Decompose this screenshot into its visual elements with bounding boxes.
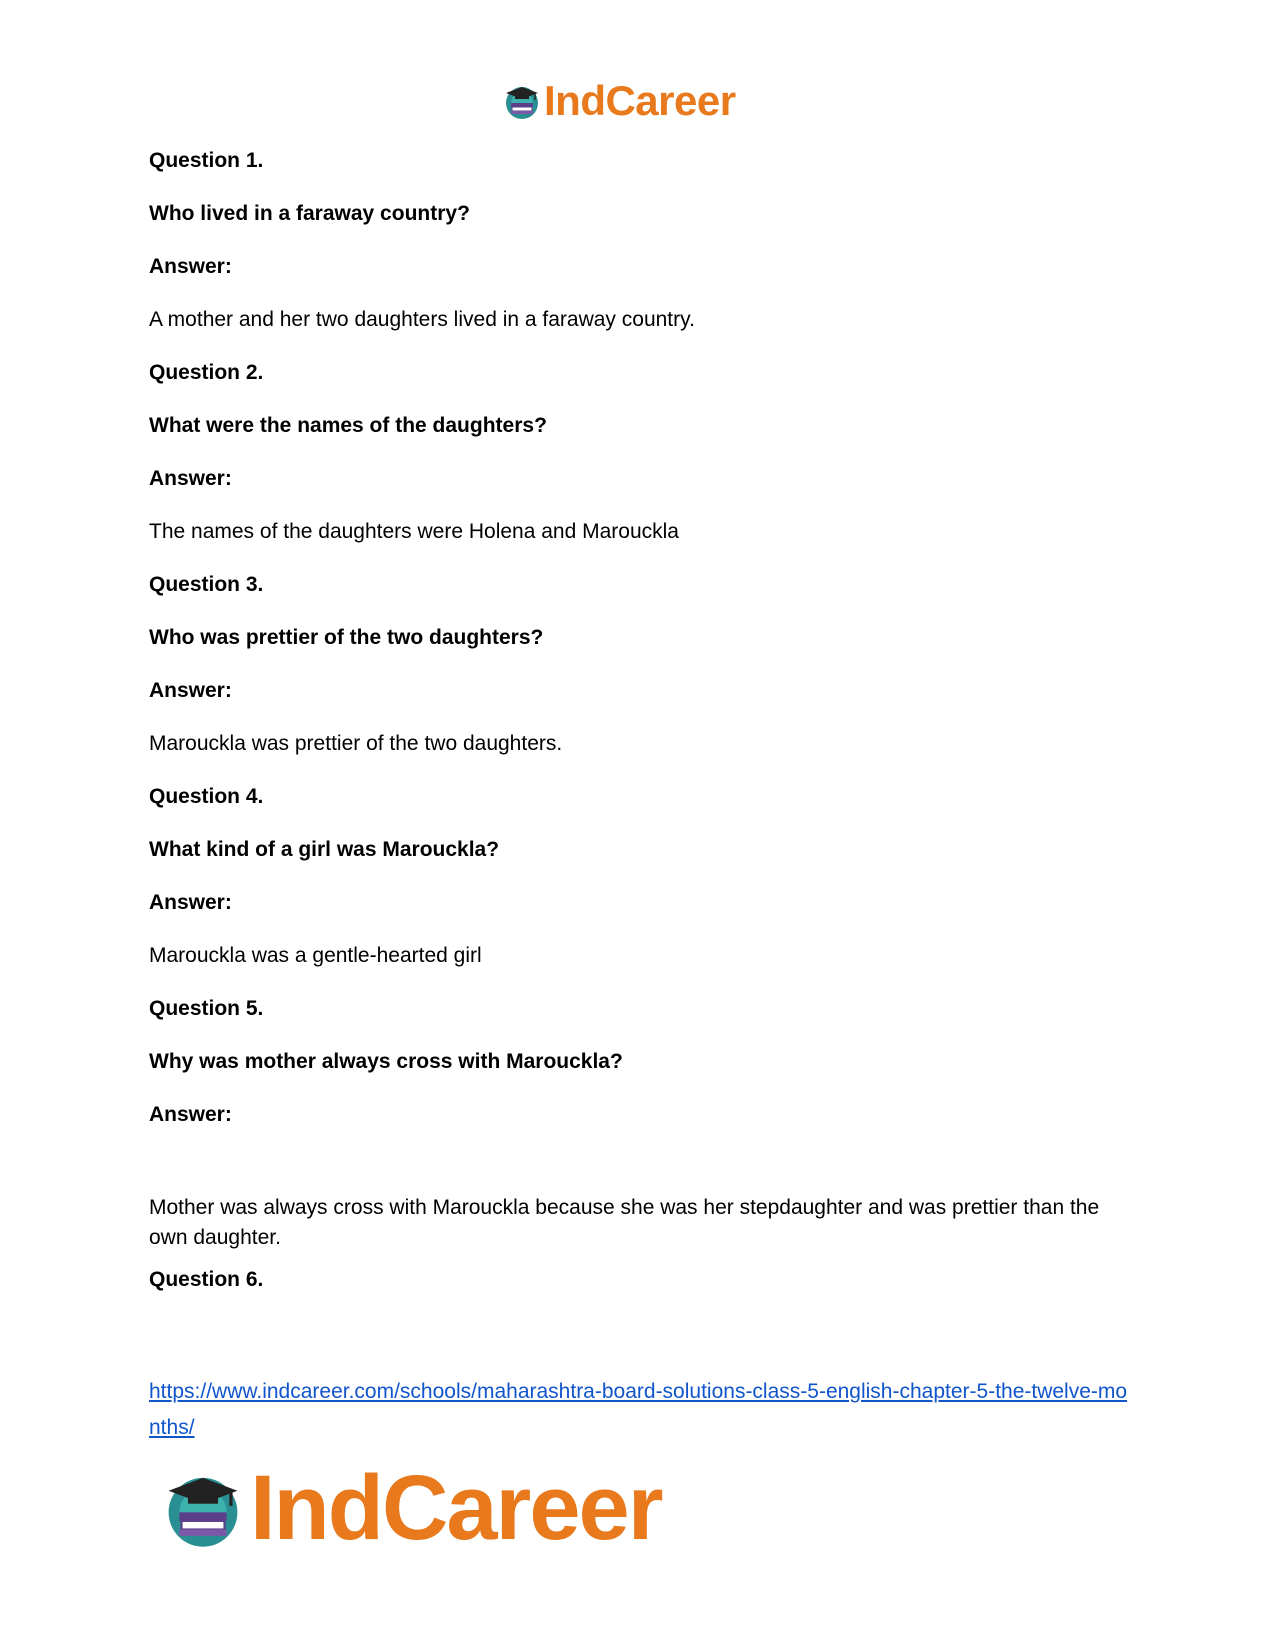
footer-logo bbox=[160, 1457, 662, 1559]
source-link[interactable]: https://www.indcareer.com/schools/maharashtra-board-solutions-class-5-english-chapter-5-the-twelve-months/ bbox=[149, 1380, 1128, 1439]
answer-label: Answer: bbox=[149, 891, 232, 914]
question-label: Question 2. bbox=[149, 361, 264, 384]
question-text: What were the names of the daughters? bbox=[149, 414, 547, 437]
question-text: Who lived in a faraway country? bbox=[149, 202, 470, 225]
question-label: Question 4. bbox=[149, 785, 264, 808]
header-logo bbox=[502, 77, 736, 124]
question-label: Question 1. bbox=[149, 149, 264, 172]
logo-text: IndCareer bbox=[544, 77, 736, 124]
answer-text: Marouckla was prettier of the two daughters. bbox=[149, 732, 563, 755]
answer-label: Answer: bbox=[149, 255, 232, 278]
question-label: Question 6. bbox=[149, 1268, 264, 1291]
answer-text: The names of the daughters were Holena and Marouckla bbox=[149, 520, 679, 543]
question-text: Why was mother always cross with Marouckla? bbox=[149, 1050, 623, 1073]
answer-label: Answer: bbox=[149, 1103, 232, 1126]
question-text: Who was prettier of the two daughters? bbox=[149, 626, 544, 649]
question-label: Question 3. bbox=[149, 573, 264, 596]
answer-label: Answer: bbox=[149, 467, 232, 490]
logo-text: IndCareer bbox=[250, 1457, 662, 1559]
answer-text: Mother was always cross with Marouckla because she was her stepdaughter and was prettier than the own daughter. bbox=[149, 1196, 1100, 1249]
question-text: What kind of a girl was Marouckla? bbox=[149, 838, 500, 861]
answer-text: Marouckla was a gentle-hearted girl bbox=[149, 944, 482, 967]
answer-label: Answer: bbox=[149, 679, 232, 702]
graduation-cap-books-icon bbox=[502, 81, 542, 121]
answer-text: A mother and her two daughters lived in a faraway country. bbox=[149, 308, 695, 331]
graduation-cap-books-icon bbox=[160, 1465, 246, 1551]
question-label: Question 5. bbox=[149, 997, 264, 1020]
